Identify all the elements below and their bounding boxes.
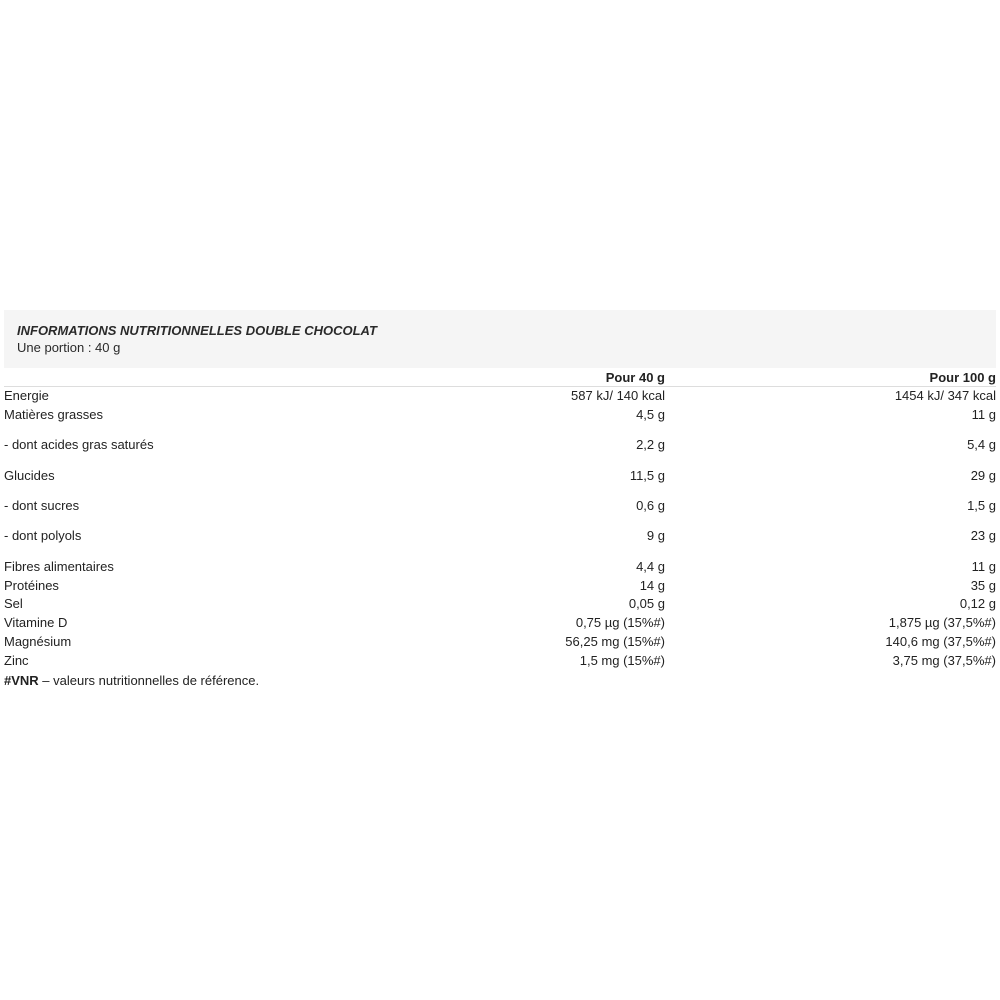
value-per-40g: 587 kJ/ 140 kcal — [571, 388, 665, 403]
value-per-100g: 35 g — [970, 577, 996, 593]
value-per-100g: 11 g — [971, 406, 996, 422]
nutrition-title: INFORMATIONS NUTRITIONNELLES DOUBLE CHOCOLAT — [17, 323, 377, 338]
value-per-40g: 9 g — [646, 528, 665, 544]
table-row — [4, 558, 996, 577]
value-per-40g: 4,5 g — [636, 406, 665, 422]
value-per-40g: 0,05 g — [628, 596, 665, 612]
value-per-40g: 0,6 g — [636, 497, 665, 513]
table-row — [4, 652, 996, 671]
value-per-100g: 3,75 mg (37,5%#) — [892, 652, 996, 668]
nutrient-name: Energie — [4, 388, 49, 403]
nutrition-header — [4, 310, 996, 368]
nutrition-table-body — [4, 387, 996, 671]
nutrient-name: Glucides — [4, 467, 55, 483]
nutrient-name: - dont acides gras saturés — [4, 437, 154, 453]
table-row — [4, 406, 996, 436]
value-per-40g: 0,75 µg (15%#) — [575, 615, 665, 631]
nutrient-name: Sel — [4, 596, 23, 612]
value-per-100g: 0,12 g — [959, 596, 996, 612]
table-row — [4, 436, 996, 466]
value-per-40g: 1,5 mg (15%#) — [579, 652, 665, 668]
nutrient-name: Matières grasses — [4, 406, 103, 422]
value-per-40g: 2,2 g — [636, 437, 665, 453]
table-row — [4, 614, 996, 633]
nutrient-name: Fibres alimentaires — [4, 558, 114, 574]
portion-size: Une portion : 40 g — [17, 340, 121, 355]
footnote — [4, 672, 996, 689]
table-row — [4, 467, 996, 497]
value-per-100g: 1,875 µg (37,5%#) — [888, 615, 996, 631]
nutrient-name: Vitamine D — [4, 615, 68, 631]
table-row — [4, 387, 996, 406]
value-per-40g: 56,25 mg (15%#) — [565, 633, 665, 649]
value-per-100g: 23 g — [970, 528, 996, 544]
table-header-row — [4, 370, 996, 387]
value-per-100g: 1454 kJ/ 347 kcal — [894, 388, 996, 403]
footnote-text: – valeurs nutritionnelles de référence. — [38, 672, 260, 688]
value-per-40g: 4,4 g — [636, 558, 665, 574]
column-header-per-100g: Pour 100 g — [665, 370, 996, 387]
nutrient-name: Protéines — [4, 577, 59, 593]
column-header-per-40g: Pour 40 g — [464, 370, 665, 387]
nutrient-name: Zinc — [4, 652, 29, 668]
table-row — [4, 577, 996, 596]
table-row — [4, 527, 996, 557]
nutrition-table — [4, 370, 996, 671]
nutrient-name: Magnésium — [4, 633, 72, 649]
column-header-nutrient — [4, 370, 464, 387]
value-per-100g: 1,5 g — [967, 497, 996, 513]
nutrient-name: - dont sucres — [4, 497, 80, 513]
value-per-40g: 14 g — [639, 577, 665, 593]
footnote-key: #VNR — [4, 672, 39, 688]
value-per-40g: 11,5 g — [629, 467, 665, 483]
table-row — [4, 497, 996, 527]
value-per-100g: 11 g — [971, 558, 996, 574]
nutrient-name: - dont polyols — [4, 528, 82, 544]
value-per-100g: 140,6 mg (37,5%#) — [885, 633, 996, 649]
table-row — [4, 633, 996, 652]
nutrition-panel — [4, 310, 996, 689]
value-per-100g: 29 g — [970, 467, 996, 483]
value-per-100g: 5,4 g — [967, 437, 996, 453]
table-row — [4, 595, 996, 614]
